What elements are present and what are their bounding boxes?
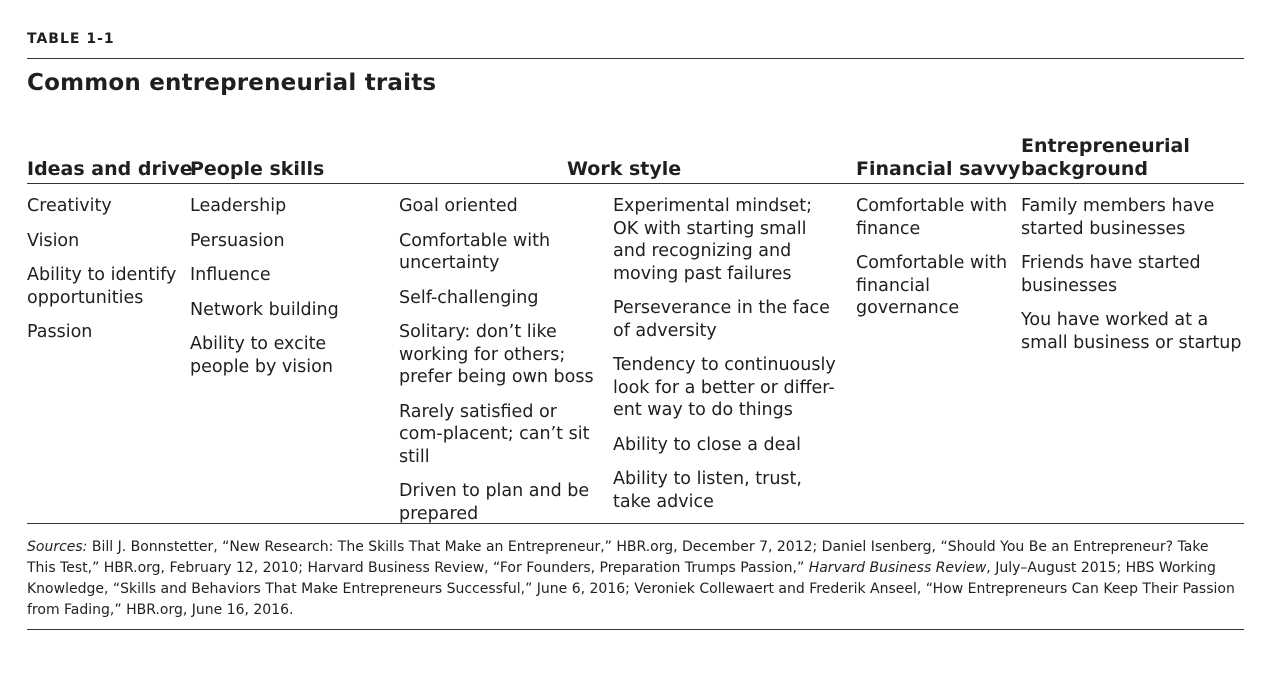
column-people-skills (190, 195, 390, 390)
column-financial-savvy (856, 195, 1011, 332)
list-item: Experimental mindset; OK with starting small and recognizing and moving past failures (613, 196, 813, 284)
list-item: Friends have started businesses (1021, 253, 1201, 296)
list-item: Ability to identify opportunities (27, 265, 177, 308)
top-rule (27, 58, 1244, 59)
table-label: TABLE 1-1 (27, 31, 115, 47)
sources-text-part1: Bill J. Bonnstetter, “New Research: The Skills That Make an Entrepreneur,” HBR.org, December 7, 2012; Daniel Isenberg, “Should You Be an Entrepreneur? Take This Test,” HBR.org, February 12, 2010; Harvard Business Review, “For Founders, Preparation Trumps Passion,” (27, 539, 1209, 576)
list-item: Goal oriented (399, 196, 518, 216)
column-entrepreneurial-background (1021, 195, 1243, 366)
list-item: Comfortable with uncertainty (399, 230, 551, 273)
header-entrepreneurial-background-line2: background (1021, 158, 1148, 180)
list-item: Self-challenging (399, 287, 539, 308)
list-item: Ability to listen, trust, take advice (613, 469, 802, 512)
table-title: Common entrepreneurial traits (27, 70, 437, 96)
column-work-style-a (399, 195, 604, 537)
list-item: Persuasion (190, 230, 285, 251)
body-rule (27, 523, 1244, 524)
list-item: Rarely satisfied or com-placent; can’t sit still (399, 401, 590, 467)
header-people-skills: People skills (190, 158, 325, 180)
table-page (27, 0, 1244, 700)
list-item: Perseverance in the face of adversity (613, 298, 830, 341)
header-rule (27, 183, 1244, 184)
header-work-style: Work style (567, 158, 682, 180)
list-item: You have worked at a small business or startup (1021, 310, 1242, 353)
list-item: Vision (27, 230, 80, 251)
list-item: Comfortable with finance (856, 196, 1008, 239)
list-item: Influence (190, 265, 271, 285)
list-item: Driven to plan and be prepared (399, 481, 590, 524)
sources-journal: Harvard Business Review (808, 560, 987, 576)
header-financial-savvy: Financial savvy (856, 158, 1021, 180)
column-ideas-and-drive (27, 195, 182, 356)
header-ideas-and-drive: Ideas and drive (27, 158, 193, 180)
sources-label: Sources: (27, 539, 88, 555)
list-item: Ability to close a deal (613, 434, 801, 455)
list-item: Tendency to continuously look for a better or differ-ent way to do things (613, 355, 836, 420)
header-entrepreneurial-background (1021, 135, 1190, 181)
list-item: Creativity (27, 196, 112, 216)
sources-text-part2: , July–August 2015; HBS Working Knowledge, “Skills and Behaviors That Make Entrepreneurs Successful,” June 6, 2016; Veroniek Collewaert and Frederik Anseel, “How Entrepreneurs Can Keep Their Passion from Fading,” HBR.org, June 16, 2016. (27, 560, 1235, 618)
list-item: Solitary: don’t like working for others; prefer being own boss (399, 322, 594, 387)
bottom-rule (27, 629, 1244, 630)
list-item: Network building (190, 299, 339, 320)
sources-note (27, 537, 1237, 621)
list-item: Leadership (190, 196, 287, 216)
list-item: Family members have started businesses (1021, 196, 1215, 239)
list-item: Passion (27, 322, 93, 342)
column-work-style-b (613, 195, 841, 525)
header-entrepreneurial-background-line1: Entrepreneurial (1021, 135, 1190, 157)
list-item: Comfortable with financial governance (856, 253, 1008, 318)
list-item: Ability to excite people by vision (190, 334, 333, 377)
